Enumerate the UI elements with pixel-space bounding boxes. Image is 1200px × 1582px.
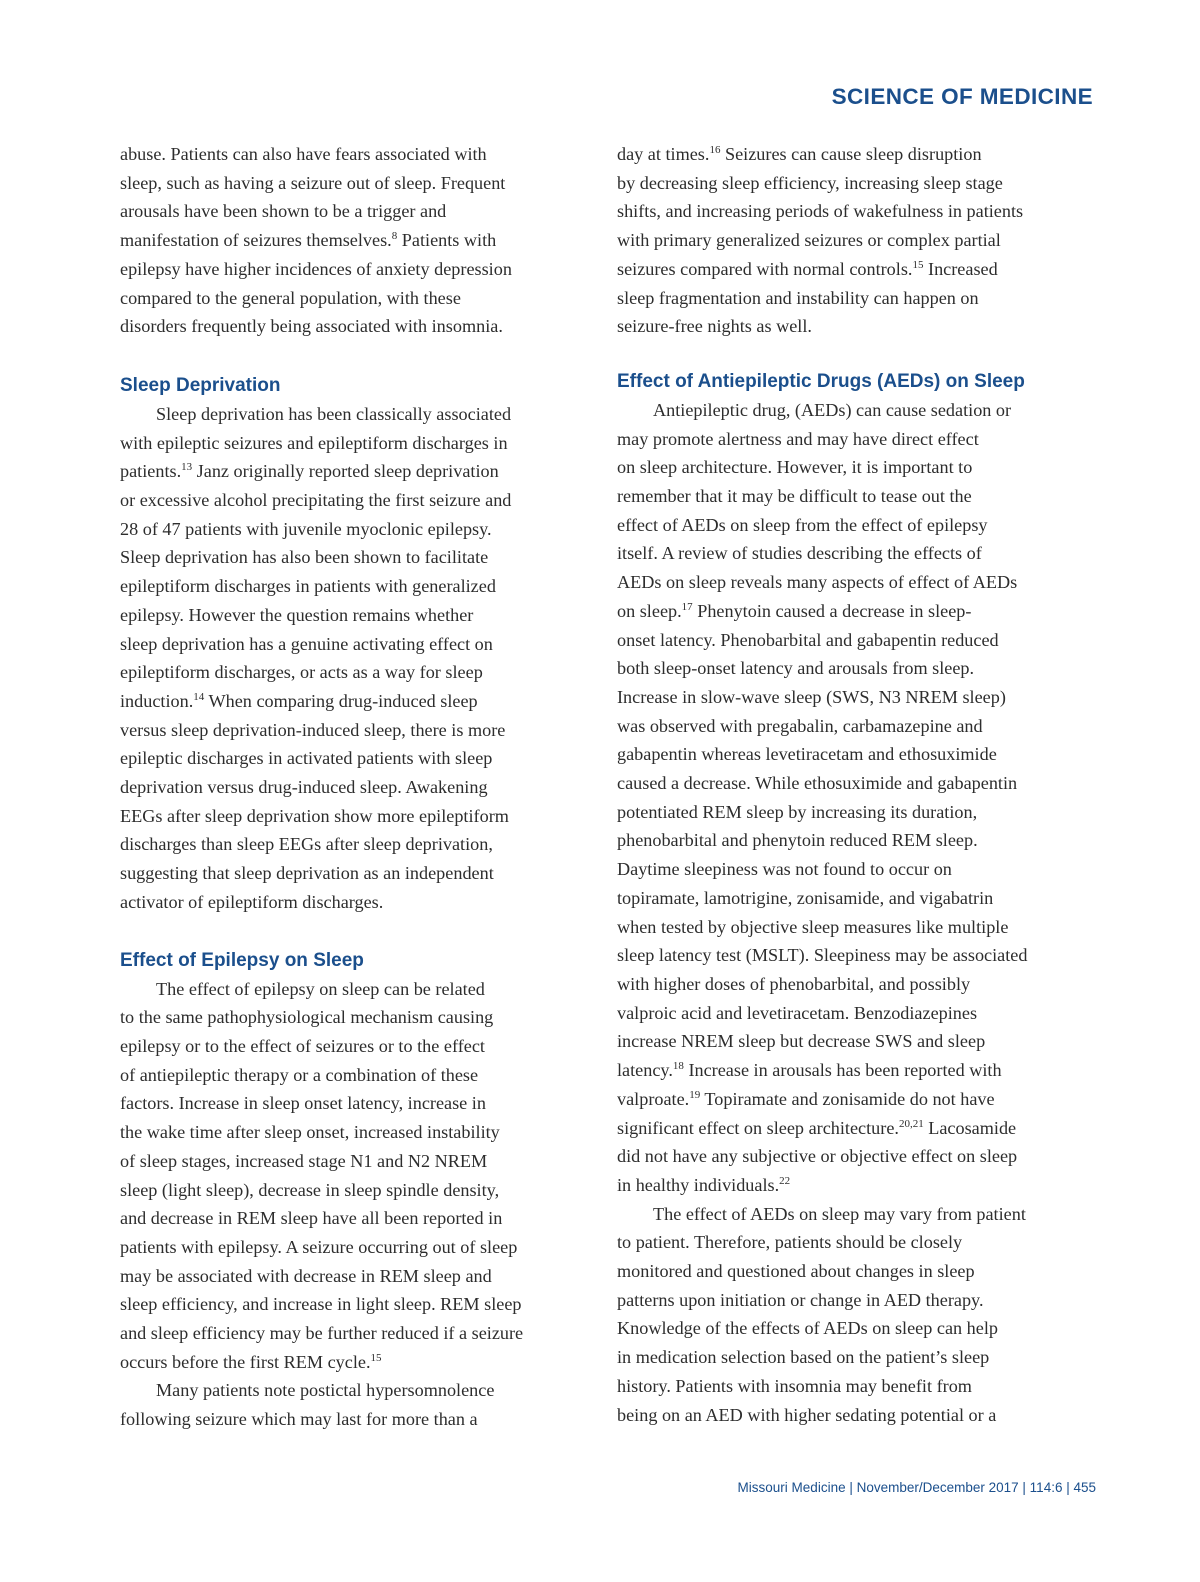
text-line: onset latency. Phenobarbital and gabapentin reduced [617,629,999,650]
text-line: suggesting that sleep deprivation as an independent [120,863,494,884]
section-header: SCIENCE OF MEDICINE [831,84,1093,109]
text-line: Many patients note postictal hypersomnolence [156,1380,495,1401]
text-line: patients.$^{13}$ Janz originally reported sleep deprivation [120,461,499,482]
text-line: factors. Increase in sleep onset latency, increase in [120,1093,486,1114]
text-line: sleep efficiency, and increase in light sleep. REM sleep [120,1294,522,1315]
text-line: occurs before the first REM cycle.$^{15}$ [120,1351,382,1372]
text-line: patterns upon initiation or change in AED therapy. [617,1289,984,1310]
paragraph [617,140,1095,341]
citation: 22 [779,1174,791,1187]
citation: 18 [672,1060,684,1073]
paragraph [617,396,1095,1429]
text-line: Antiepileptic drug, (AEDs) can cause sedation or [653,399,1012,420]
text-line: by decreasing sleep efficiency, increasing sleep stage [617,172,1003,193]
text-line: discharges than sleep EEGs after sleep deprivation, [120,834,493,855]
text-line: of antiepileptic therapy or a combination of these [120,1064,479,1085]
text-line: significant effect on sleep architecture.$^{20,21}$ Lacosamide [617,1117,1017,1138]
text-line: compared to the general population, with these [120,287,461,308]
text-line: Knowledge of the effects of AEDs on sleep can help [617,1318,998,1339]
text-line: disorders frequently being associated with insomnia. [120,316,503,337]
text-line: epilepsy or to the effect of seizures or to the effect [120,1035,485,1056]
left-column [120,140,595,1434]
text-line: with higher doses of phenobarbital, and possibly [617,973,971,994]
text-line: of sleep stages, increased stage N1 and N2 NREM [120,1150,488,1171]
text-line: latency.$^{18}$ Increase in arousals has been reported with [617,1060,1002,1081]
text-line: to the same pathophysiological mechanism causing [120,1007,494,1028]
text-line: on sleep.$^{17}$ Phenytoin caused a decrease in sleep- [617,600,972,621]
text-line: epileptic discharges in activated patients with sleep [120,748,493,769]
text-line: versus sleep deprivation-induced sleep, there is more [120,719,506,740]
heading-effect-of-aeds: Effect of Antiepileptic Drugs (AEDs) on Sleep [617,370,1025,392]
text-line: The effect of epilepsy on sleep can be related [156,978,485,999]
text-line: gabapentin whereas levetiracetam and ethosuximide [617,744,997,765]
text-line: abuse. Patients can also have fears associated with [120,144,487,164]
text-line: history. Patients with insomnia may benefit from [617,1375,972,1396]
paragraph [120,140,595,341]
text-line: epileptiform discharges in patients with generalized [120,576,496,597]
text-line: induction.$^{14}$ When comparing drug-induced sleep [120,690,478,711]
text-line: effect of AEDs on sleep from the effect of epilepsy [617,514,988,535]
text-line: Sleep deprivation has been classically associated [156,403,512,424]
text-line: potentiated REM sleep by increasing its duration, [617,801,978,822]
text-line: may be associated with decrease in REM sleep and [120,1265,492,1286]
citation: 16 [709,144,721,156]
text-line: sleep deprivation has a genuine activating effect on [120,633,493,654]
text-line: shifts, and increasing periods of wakefulness in patients [617,201,1024,222]
text-line: remember that it may be difficult to tease out the [617,486,972,507]
text-line: with epileptic seizures and epileptiform discharges in [120,432,508,453]
citation: 14 [193,690,205,703]
paragraph [120,975,595,1434]
text-line: patients with epilepsy. A seizure occurring out of sleep [120,1236,518,1257]
text-line: and decrease in REM sleep have all been reported in [120,1208,503,1229]
text-line: monitored and questioned about changes in sleep [617,1261,975,1282]
text-line: Sleep deprivation has also been shown to facilitate [120,547,489,568]
text-line: may promote alertness and may have direct effect [617,428,979,449]
heading-effect-of-epilepsy: Effect of Epilepsy on Sleep [120,949,364,971]
text-line: Increase in slow-wave sleep (SWS, N3 NREM sleep) [617,686,1006,707]
text-line: caused a decrease. While ethosuximide and gabapentin [617,773,1018,794]
text-line: 28 of 47 patients with juvenile myoclonic epilepsy. [120,518,492,539]
text-line: sleep latency test (MSLT). Sleepiness may be associated [617,945,1028,966]
text-line: seizures compared with normal controls.$^{15}$ Increased [617,258,998,279]
text-line: seizure-free nights as well. [617,316,812,337]
text-line: sleep (light sleep), decrease in sleep spindle density, [120,1179,500,1200]
text-line: the wake time after sleep onset, increased instability [120,1122,500,1143]
text-line: being on an AED with higher sedating potential or a [617,1404,997,1425]
text-line: sleep, such as having a seizure out of sleep. Frequent [120,172,506,193]
text-line: epileptiform discharges, or acts as a way for sleep [120,662,483,683]
paragraph [120,400,595,917]
text-line: to patient. Therefore, patients should be closely [617,1232,963,1253]
text-line: was observed with pregabalin, carbamazepine and [617,715,983,736]
text-line: in healthy individuals.$^{22}$ [617,1174,791,1195]
text-line: epilepsy. However the question remains whether [120,604,474,625]
citation: 17 [681,600,693,613]
text-line: with primary generalized seizures or complex partial [617,230,1001,251]
text-line: Daytime sleepiness was not found to occur on [617,859,952,880]
text-line: arousals have been shown to be a trigger and [120,201,447,222]
citation: 8 [391,230,398,243]
text-line: valproic acid and levetiracetam. Benzodiazepines [617,1002,978,1023]
text-line: manifestation of seizures themselves.$^8$ Patients with [120,230,497,251]
text-line: day at times.$^{16}$ Seizures can cause sleep disruption [617,144,982,164]
text-line: sleep fragmentation and instability can happen on [617,287,979,308]
text-line: did not have any subjective or objective effect on sleep [617,1146,1018,1167]
heading-sleep-deprivation: Sleep Deprivation [120,374,281,396]
text-line: both sleep-onset latency and arousals from sleep. [617,658,975,679]
text-line: The effect of AEDs on sleep may vary from patient [653,1203,1026,1224]
citation: 15 [370,1351,382,1364]
text-line: activator of epileptiform discharges. [120,891,384,912]
text-line: following seizure which may last for more than a [120,1409,478,1430]
text-line: in medication selection based on the patient’s sleep [617,1347,990,1368]
text-line: EEGs after sleep deprivation show more epileptiform [120,805,509,826]
citation: 13 [181,461,193,474]
text-line: when tested by objective sleep measures like multiple [617,916,1009,937]
text-line: and sleep efficiency may be further reduced if a seizure [120,1323,524,1344]
text-line: or excessive alcohol precipitating the first seizure and [120,490,512,511]
citation: 15 [912,258,924,271]
right-column [617,140,1095,1429]
page-footer: Missouri Medicine | November/December 2017 | 114:6 | 455 [737,1480,1096,1495]
text-line: AEDs on sleep reveals many aspects of effect of AEDs [617,572,1018,593]
citation: 19 [689,1088,701,1101]
text-line: topiramate, lamotrigine, zonisamide, and vigabatrin [617,887,994,908]
text-line: deprivation versus drug-induced sleep. Awakening [120,777,488,798]
text-line: itself. A review of studies describing the effects of [617,543,982,564]
text-line: increase NREM sleep but decrease SWS and sleep [617,1031,986,1052]
text-line: phenobarbital and phenytoin reduced REM sleep. [617,830,978,851]
text-line: on sleep architecture. However, it is important to [617,457,973,478]
text-line: epilepsy have higher incidences of anxiety depression [120,258,512,279]
citation: 20,21 [898,1117,924,1130]
text-line: valproate.$^{19}$ Topiramate and zonisamide do not have [617,1088,995,1109]
